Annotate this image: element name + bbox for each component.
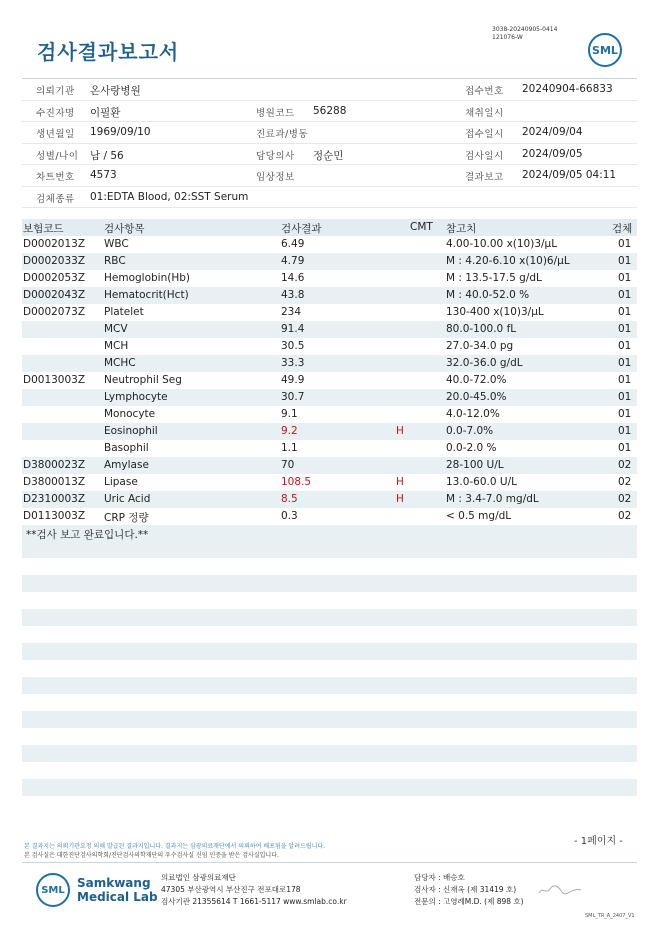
result-code: D0002053Z xyxy=(23,272,86,284)
result-item: Amylase xyxy=(104,459,149,471)
info-label: 병원코드 xyxy=(256,107,295,119)
result-item: Hematocrit(Hct) xyxy=(104,289,189,301)
footer-brand xyxy=(77,876,158,904)
info-label: 검사일시 xyxy=(465,150,504,162)
result-row xyxy=(22,287,637,304)
info-row xyxy=(22,144,637,166)
result-ref: 4.00-10.00 x(10)3/μL xyxy=(446,238,558,250)
result-spec: 01 xyxy=(618,289,632,301)
result-code: D0002033Z xyxy=(23,255,86,267)
result-result: 234 xyxy=(281,306,302,318)
result-item: MCV xyxy=(104,323,128,335)
info-value: 2024/09/04 xyxy=(522,126,583,138)
result-row xyxy=(22,355,637,372)
footer-note-2: 본 검사실은 대한진단검사의학회/진단검사의학재단의 우수검사실 신임 인증을 받은 검사실입니다. xyxy=(24,852,279,859)
result-row xyxy=(22,457,637,474)
result-ref: 80.0-100.0 fL xyxy=(446,323,517,335)
result-item: Platelet xyxy=(104,306,144,318)
result-result: 9.1 xyxy=(281,408,298,420)
column-header-ref: 참고치 xyxy=(446,223,477,235)
column-header-code: 보험코드 xyxy=(23,223,64,235)
result-row xyxy=(22,474,637,491)
result-result: 14.6 xyxy=(281,272,305,284)
empty-row xyxy=(22,677,637,694)
info-label: 생년월일 xyxy=(36,129,75,140)
result-item: Eosinophil xyxy=(104,425,158,437)
result-code: D3800013Z xyxy=(23,476,86,488)
info-value: 2024/09/05 xyxy=(522,147,583,160)
info-value: 2024/09/05 04:11 xyxy=(522,169,617,181)
info-value: 온사랑병원 xyxy=(90,85,141,97)
result-row xyxy=(22,321,637,338)
info-label: 채취일시 xyxy=(465,107,504,119)
result-spec: 02 xyxy=(618,459,632,471)
result-ref: 130-400 x(10)3/μL xyxy=(446,306,544,318)
info-value: 4573 xyxy=(90,169,117,181)
result-result: 49.9 xyxy=(281,374,305,386)
staff-line-1: 담당자 : 배승호 xyxy=(414,873,465,882)
result-item: MCHC xyxy=(104,357,136,369)
result-row xyxy=(22,508,637,525)
result-result: 43.8 xyxy=(281,289,305,301)
info-row xyxy=(22,122,637,144)
result-spec: 01 xyxy=(618,425,632,437)
result-ref: M : 4.20-6.10 x(10)6/μL xyxy=(446,255,570,267)
info-row xyxy=(22,187,637,209)
result-spec: 01 xyxy=(618,408,632,420)
page-title: 검사결과보고서 xyxy=(37,40,180,64)
result-ref: 13.0-60.0 U/L xyxy=(446,476,517,488)
result-item: MCH xyxy=(104,340,129,352)
column-header-item: 검사항목 xyxy=(104,223,145,235)
result-item: Neutrophil Seg xyxy=(104,374,182,386)
column-header-cmt: CMT xyxy=(410,221,433,233)
result-spec: 02 xyxy=(618,476,632,488)
result-cmt: H xyxy=(396,493,404,505)
result-row xyxy=(22,423,637,440)
column-header-result: 검사결과 xyxy=(281,223,322,235)
column-header-spec: 검체 xyxy=(612,223,633,235)
result-result: 33.3 xyxy=(281,357,305,369)
result-result: 6.49 xyxy=(281,238,305,250)
empty-row xyxy=(22,575,637,592)
result-spec: 01 xyxy=(618,306,632,318)
empty-row xyxy=(22,643,637,660)
info-label: 접수번호 xyxy=(465,86,504,97)
info-value: 20240904-66833 xyxy=(522,83,613,95)
result-item: WBC xyxy=(104,238,129,250)
result-result: 1.1 xyxy=(281,442,298,454)
info-label: 검체종류 xyxy=(36,193,75,205)
result-code: D0013003Z xyxy=(23,374,86,386)
result-ref: M : 40.0-52.0 % xyxy=(446,289,530,301)
result-cmt: H xyxy=(396,476,404,488)
info-label: 임상정보 xyxy=(256,172,295,183)
result-spec: 01 xyxy=(618,238,632,250)
result-row xyxy=(22,253,637,270)
page-number: - 1페이지 - xyxy=(574,836,623,847)
brand-line-2: Medical Lab xyxy=(77,890,158,904)
patient-info-table xyxy=(22,78,637,208)
result-result: 108.5 xyxy=(281,476,312,488)
document-id-line1: 3038-20240905-0414 xyxy=(492,26,558,33)
empty-row xyxy=(22,745,637,762)
footer-divider xyxy=(22,862,637,863)
result-ref: 28-100 U/L xyxy=(446,459,504,471)
info-label: 성별/나이 xyxy=(36,150,79,162)
result-spec: 02 xyxy=(618,510,632,522)
result-item: Hemoglobin(Hb) xyxy=(104,272,191,284)
result-result: 30.7 xyxy=(281,391,305,403)
result-row xyxy=(22,338,637,355)
result-ref: 20.0-45.0% xyxy=(446,391,507,403)
result-result: 0.3 xyxy=(281,510,298,522)
info-label: 수진자명 xyxy=(36,107,75,119)
info-label: 진료과/병동 xyxy=(256,129,309,140)
sml-logo-icon: SML xyxy=(588,33,622,67)
result-ref: 0.0-7.0% xyxy=(446,425,494,437)
result-spec: 01 xyxy=(618,272,632,284)
result-item: Lymphocyte xyxy=(104,391,168,403)
result-row xyxy=(22,236,637,253)
info-label: 접수일시 xyxy=(465,129,504,140)
document-id-line2: 121076-W xyxy=(492,34,523,41)
result-ref: M : 13.5-17.5 g/dL xyxy=(446,272,542,284)
result-code: D0002043Z xyxy=(23,289,86,301)
result-ref: M : 3.4-7.0 mg/dL xyxy=(446,493,539,505)
address-line-3: 검사기관 21355614 T 1661-5117 www.smlab.co.kr xyxy=(161,897,347,906)
result-ref: 27.0-34.0 pg xyxy=(446,340,514,352)
result-result: 70 xyxy=(281,459,295,471)
result-ref: 0.0-2.0 % xyxy=(446,442,497,454)
result-result: 4.79 xyxy=(281,255,305,267)
result-item: Basophil xyxy=(104,442,149,454)
footer-staff xyxy=(414,872,524,908)
results-table xyxy=(22,219,637,542)
staff-line-2: 검사자 : 신재옥 (제 31419 호) xyxy=(414,885,517,894)
result-ref: 40.0-72.0% xyxy=(446,374,507,386)
result-ref: 32.0-36.0 g/dL xyxy=(446,357,523,369)
result-spec: 01 xyxy=(618,391,632,403)
result-spec: 01 xyxy=(618,374,632,386)
empty-row xyxy=(22,541,637,558)
info-label: 의뢰기관 xyxy=(36,86,75,97)
result-row xyxy=(22,440,637,457)
footer-address xyxy=(161,872,347,908)
address-line-1: 의료법인 삼광의료재단 xyxy=(161,873,236,882)
result-result: 30.5 xyxy=(281,340,305,352)
result-item: RBC xyxy=(104,255,126,267)
info-label: 담당의사 xyxy=(256,150,295,162)
info-value: 이필환 xyxy=(90,106,121,119)
result-ref: < 0.5 mg/dL xyxy=(446,510,512,522)
result-spec: 01 xyxy=(618,442,632,454)
result-result: 91.4 xyxy=(281,323,305,335)
result-item: CRP 정량 xyxy=(104,512,149,524)
result-row xyxy=(22,270,637,287)
info-row xyxy=(22,101,637,123)
result-item: Uric Acid xyxy=(104,493,151,505)
signature-icon xyxy=(538,884,582,898)
info-value: 1969/09/10 xyxy=(90,126,151,138)
info-label: 결과보고 xyxy=(465,172,504,183)
result-spec: 02 xyxy=(618,493,632,505)
empty-row xyxy=(22,609,637,626)
result-spec: 01 xyxy=(618,323,632,335)
info-value: 56288 xyxy=(313,104,347,117)
empty-row xyxy=(22,711,637,728)
info-value: 정순민 xyxy=(313,149,344,162)
report-complete-note: **검사 보고 완료입니다.** xyxy=(26,529,149,541)
info-value: 01:EDTA Blood, 02:SST Serum xyxy=(90,190,249,203)
result-code: D0002013Z xyxy=(23,238,86,250)
result-code: D2310003Z xyxy=(23,493,86,505)
empty-row xyxy=(22,779,637,796)
staff-line-3: 전문의 : 고영례M.D. (제 898 호) xyxy=(414,897,524,906)
result-spec: 01 xyxy=(618,357,632,369)
result-item: Lipase xyxy=(104,476,138,488)
brand-line-1: Samkwang xyxy=(77,876,151,890)
result-row xyxy=(22,406,637,423)
result-cmt: H xyxy=(396,425,404,437)
info-row xyxy=(22,165,637,187)
info-row xyxy=(22,79,637,101)
address-line-2: 47305 부산광역시 부산진구 전포대로178 xyxy=(161,885,301,894)
result-result: 9.2 xyxy=(281,425,298,437)
result-code: D0002073Z xyxy=(23,306,86,318)
footer-note-1: 본 결과지는 의뢰기관요청 의해 발급된 결과지입니다. 결과지는 삼광의료재단에서 의뢰하여 배포됨을 알려드립니다. xyxy=(24,843,326,850)
result-spec: 01 xyxy=(618,255,632,267)
result-row xyxy=(22,389,637,406)
result-spec: 01 xyxy=(618,340,632,352)
result-item: Monocyte xyxy=(104,408,156,420)
result-code: D3800023Z xyxy=(23,459,86,471)
results-header xyxy=(22,219,637,236)
result-result: 8.5 xyxy=(281,493,298,505)
form-version: SML_TR_A_2407_V1 xyxy=(585,913,635,919)
results-end-row xyxy=(22,525,637,542)
result-row xyxy=(22,491,637,508)
result-code: D0113003Z xyxy=(23,510,86,522)
result-ref: 4.0-12.0% xyxy=(446,408,500,420)
result-row xyxy=(22,304,637,321)
empty-rows xyxy=(22,541,637,813)
result-row xyxy=(22,372,637,389)
footer-logo-icon: SML xyxy=(36,873,70,907)
document-id xyxy=(492,26,557,42)
info-value: 남 / 56 xyxy=(90,149,124,162)
info-label: 차트번호 xyxy=(36,172,75,183)
